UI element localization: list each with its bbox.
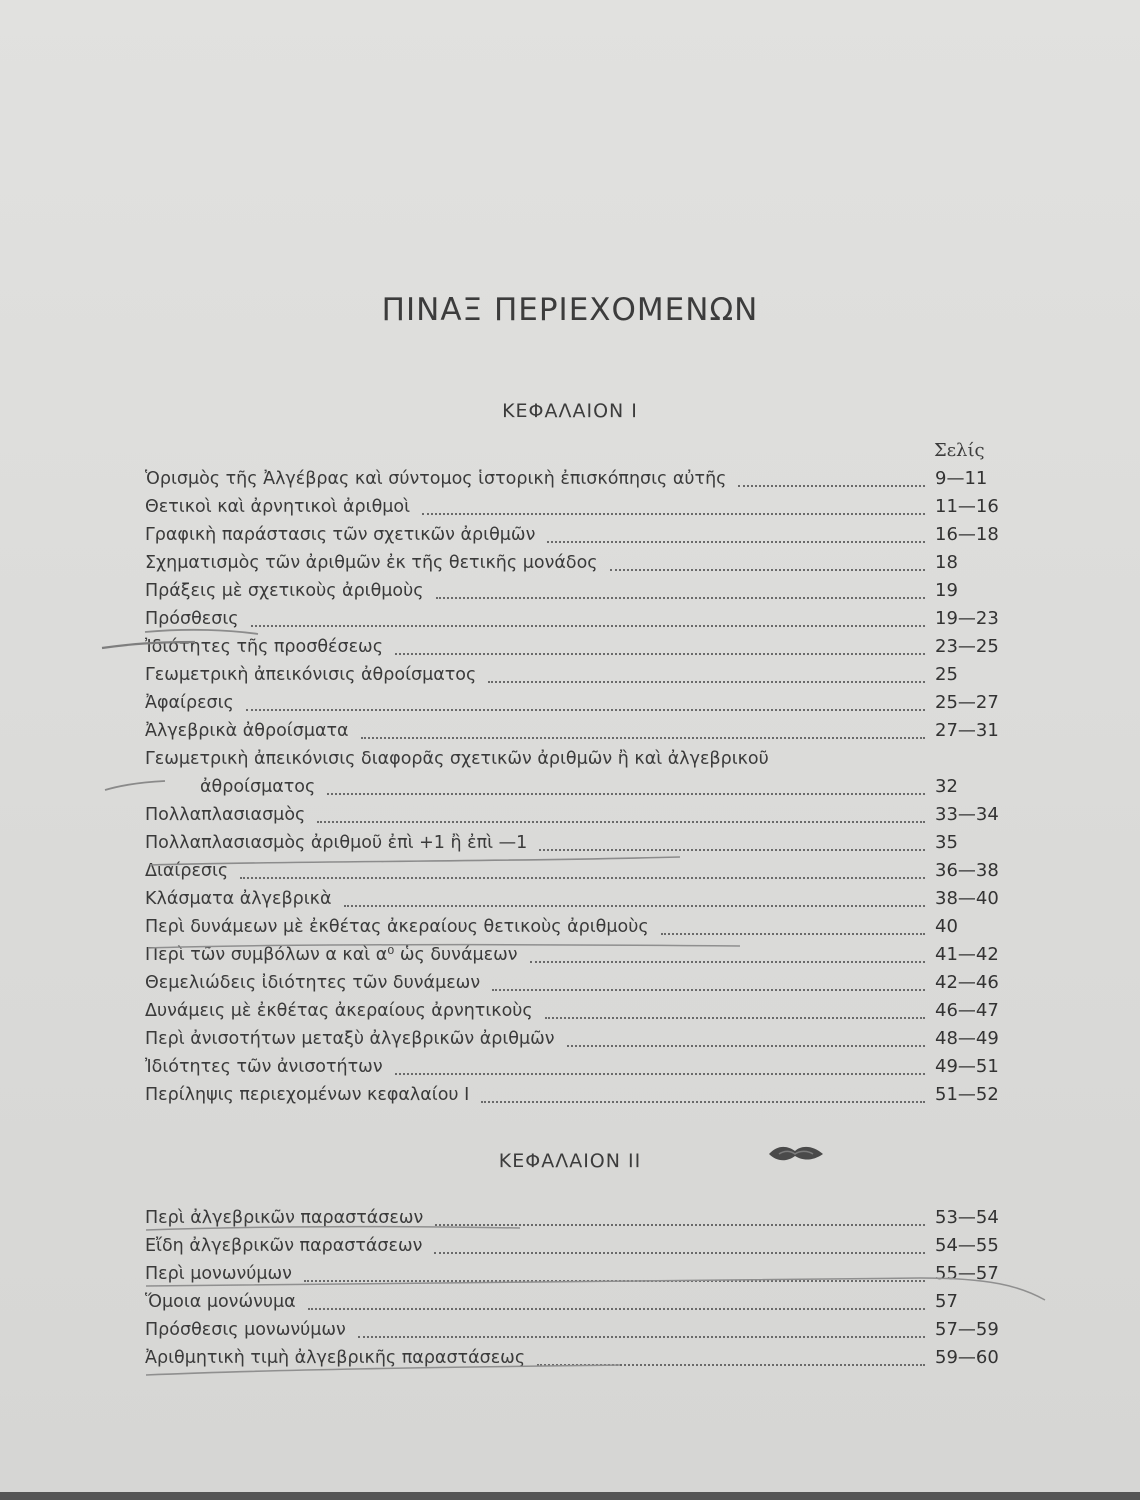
toc-dot-leader: [422, 513, 925, 515]
toc-dot-leader: [246, 709, 925, 711]
toc-dot-leader: [492, 989, 925, 991]
toc-entry-title: Περὶ ἀνισοτήτων μεταξὺ ἀλγεβρικῶν ἀριθμῶν: [145, 1029, 555, 1049]
toc-entry-pages: 18: [935, 552, 958, 573]
toc-dot-leader: [545, 1017, 925, 1019]
toc-dot-leader: [530, 961, 925, 963]
toc-entry-pages: 19: [935, 580, 958, 601]
toc-entry-pages: 9—11: [935, 468, 988, 489]
toc-entry-title: Γεωμετρικὴ ἀπεικόνισις διαφορᾶς σχετικῶν ἀριθμῶν ἢ καὶ ἀλγεβρικοῦ: [145, 749, 769, 769]
toc-entry-pages: 48—49: [935, 1028, 999, 1049]
toc-entry-title: Ἰδιότητες τῶν ἀνισοτήτων: [145, 1057, 383, 1077]
toc-entry-pages: 23—25: [935, 636, 999, 657]
toc-entry-pages: 38—40: [935, 888, 999, 909]
toc-entry: [145, 1204, 1000, 1232]
toc-entry-title: Ἀφαίρεσις: [145, 693, 234, 713]
toc-entry: [145, 605, 1000, 633]
ornament-icon: [765, 1141, 827, 1167]
toc-dot-leader: [361, 737, 925, 739]
toc-entry-title-continued: ἀθροίσματος: [200, 777, 316, 797]
toc-entry: [145, 829, 1000, 857]
toc-entry-title: Πρόσθεσις: [145, 609, 239, 629]
toc-dot-leader: [537, 1364, 925, 1366]
toc-list-chapter-1: [145, 465, 1000, 1109]
toc-entry-title: Πολλαπλασιασμὸς ἀριθμοῦ ἐπὶ +1 ἢ ἐπὶ —1: [145, 833, 528, 853]
toc-dot-leader: [610, 569, 925, 571]
toc-dot-leader: [251, 625, 925, 627]
toc-dot-leader: [547, 541, 925, 543]
toc-entry-title: Περὶ μονωνύμων: [145, 1264, 292, 1284]
toc-dot-leader: [488, 681, 925, 683]
toc-entry-pages: 59—60: [935, 1347, 999, 1368]
toc-entry: [145, 493, 1000, 521]
toc-dot-leader: [481, 1101, 925, 1103]
toc-entry-title: Διαίρεσις: [145, 861, 229, 881]
toc-entry-title: Πρόσθεσις μονωνύμων: [145, 1320, 346, 1340]
toc-entry: [145, 1288, 1000, 1316]
toc-entry-pages: 57—59: [935, 1319, 999, 1340]
toc-entry-pages: 57: [935, 1291, 958, 1312]
toc-entry: [145, 801, 1000, 829]
toc-entry-pages: 53—54: [935, 1207, 999, 1228]
toc-entry: [145, 549, 1000, 577]
toc-dot-leader: [395, 1073, 925, 1075]
toc-entry-pages: 32: [935, 776, 958, 797]
toc-entry-title: Περὶ ἀλγεβρικῶν παραστάσεων: [145, 1208, 424, 1228]
toc-entry: [145, 969, 1000, 997]
toc-entry: [145, 997, 1000, 1025]
toc-dot-leader: [567, 1045, 925, 1047]
toc-entry-title: Γραφικὴ παράστασις τῶν σχετικῶν ἀριθμῶν: [145, 525, 536, 545]
page-bottom-edge: [0, 1492, 1140, 1500]
toc-dot-leader: [304, 1280, 925, 1282]
toc-entry-title: Γεωμετρικὴ ἀπεικόνισις ἀθροίσματος: [145, 665, 477, 685]
toc-dot-leader: [344, 905, 925, 907]
toc-entry-pages: 54—55: [935, 1235, 999, 1256]
toc-entry-title: Ὁρισμὸς τῆς Ἀλγέβρας καὶ σύντομος ἱστορικὴ ἐπισκόπησις αὐτῆς: [145, 469, 727, 489]
toc-entry-title: Περὶ τῶν συμβόλων α καὶ α⁰ ὡς δυνάμεων: [145, 945, 518, 965]
toc-entry: [145, 913, 1000, 941]
toc-entry-title: Ὅμοια μονώνυμα: [145, 1292, 296, 1312]
toc-entry-pages: 40: [935, 916, 958, 937]
toc-entry: [145, 1053, 1000, 1081]
chapter-heading-1: ΚΕΦΑΛΑΙΟΝ Ι: [502, 400, 638, 422]
toc-entry: [145, 1025, 1000, 1053]
toc-entry: [145, 1316, 1000, 1344]
page-column-label: Σελίς: [934, 440, 985, 461]
toc-entry: [145, 1232, 1000, 1260]
toc-entry-pages: 27—31: [935, 720, 999, 741]
toc-entry-pages: 25: [935, 664, 958, 685]
toc-entry-pages: 55—57: [935, 1263, 999, 1284]
toc-entry-title: Ἀριθμητικὴ τιμὴ ἀλγεβρικῆς παραστάσεως: [145, 1348, 526, 1368]
toc-entry-pages: 25—27: [935, 692, 999, 713]
toc-entry: [145, 717, 1000, 745]
toc-entry-title: Πράξεις μὲ σχετικοὺς ἀριθμοὺς: [145, 581, 424, 601]
toc-entry-pages: 46—47: [935, 1000, 999, 1021]
toc-entry: [145, 689, 1000, 717]
toc-entry-pages: 19—23: [935, 608, 999, 629]
toc-entry: [145, 885, 1000, 913]
toc-entry-title: Σχηματισμὸς τῶν ἀριθμῶν ἐκ τῆς θετικῆς μονάδος: [145, 553, 598, 573]
toc-entry: [145, 577, 1000, 605]
toc-entry-title: Δυνάμεις μὲ ἐκθέτας ἀκεραίους ἀρνητικοὺς: [145, 1001, 533, 1021]
toc-entry-title: Θετικοὶ καὶ ἀρνητικοὶ ἀριθμοὶ: [145, 497, 411, 517]
toc-entry: [145, 661, 1000, 689]
toc-entry: [145, 1344, 1000, 1372]
toc-entry-pages: 11—16: [935, 496, 999, 517]
toc-entry: [145, 521, 1000, 549]
toc-entry-title: Κλάσματα ἀλγεβρικὰ: [145, 889, 332, 909]
chapter-heading-2: ΚΕΦΑΛΑΙΟΝ ΙΙ: [498, 1150, 642, 1172]
toc-entry-title: Εἴδη ἀλγεβρικῶν παραστάσεων: [145, 1236, 423, 1256]
toc-dot-leader: [327, 793, 925, 795]
toc-dot-leader: [395, 653, 925, 655]
page-title: ΠΙΝΑΞ ΠΕΡΙΕΧΟΜΕΝΩΝ: [381, 292, 759, 328]
toc-entry: [145, 633, 1000, 661]
toc-dot-leader: [434, 1252, 925, 1254]
toc-dot-leader: [317, 821, 925, 823]
toc-dot-leader: [738, 485, 925, 487]
toc-entry-pages: 42—46: [935, 972, 999, 993]
toc-dot-leader: [435, 1224, 925, 1226]
toc-entry-title: Πολλαπλασιασμὸς: [145, 805, 306, 825]
toc-dot-leader: [661, 933, 925, 935]
toc-dot-leader: [436, 597, 925, 599]
toc-dot-leader: [358, 1336, 925, 1338]
toc-entry-title: Περίληψις περιεχομένων κεφαλαίου Ι: [145, 1085, 470, 1105]
toc-entry-pages: 51—52: [935, 1084, 999, 1105]
toc-list-chapter-2: [145, 1204, 1000, 1372]
toc-entry-pages: 49—51: [935, 1056, 999, 1077]
toc-dot-leader: [308, 1308, 925, 1310]
toc-dot-leader: [240, 877, 925, 879]
toc-entry-pages: 36—38: [935, 860, 999, 881]
toc-entry-title: Περὶ δυνάμεων μὲ ἐκθέτας ἀκεραίους θετικοὺς ἀριθμοὺς: [145, 917, 649, 937]
toc-entry: [145, 1260, 1000, 1288]
toc-entry-title: Ἀλγεβρικὰ ἀθροίσματα: [145, 721, 349, 741]
toc-entry-title: Θεμελιώδεις ἰδιότητες τῶν δυνάμεων: [145, 973, 481, 993]
toc-entry-title: Ἰδιότητες τῆς προσθέσεως: [145, 637, 383, 657]
toc-entry-pages: 41—42: [935, 944, 999, 965]
toc-entry-pages: 35: [935, 832, 958, 853]
toc-entry: [145, 745, 1000, 801]
toc-entry-pages: 33—34: [935, 804, 999, 825]
toc-entry: [145, 1081, 1000, 1109]
toc-entry: [145, 941, 1000, 969]
toc-entry: [145, 857, 1000, 885]
toc-dot-leader: [539, 849, 925, 851]
toc-entry-pages: 16—18: [935, 524, 999, 545]
toc-entry: [145, 465, 1000, 493]
